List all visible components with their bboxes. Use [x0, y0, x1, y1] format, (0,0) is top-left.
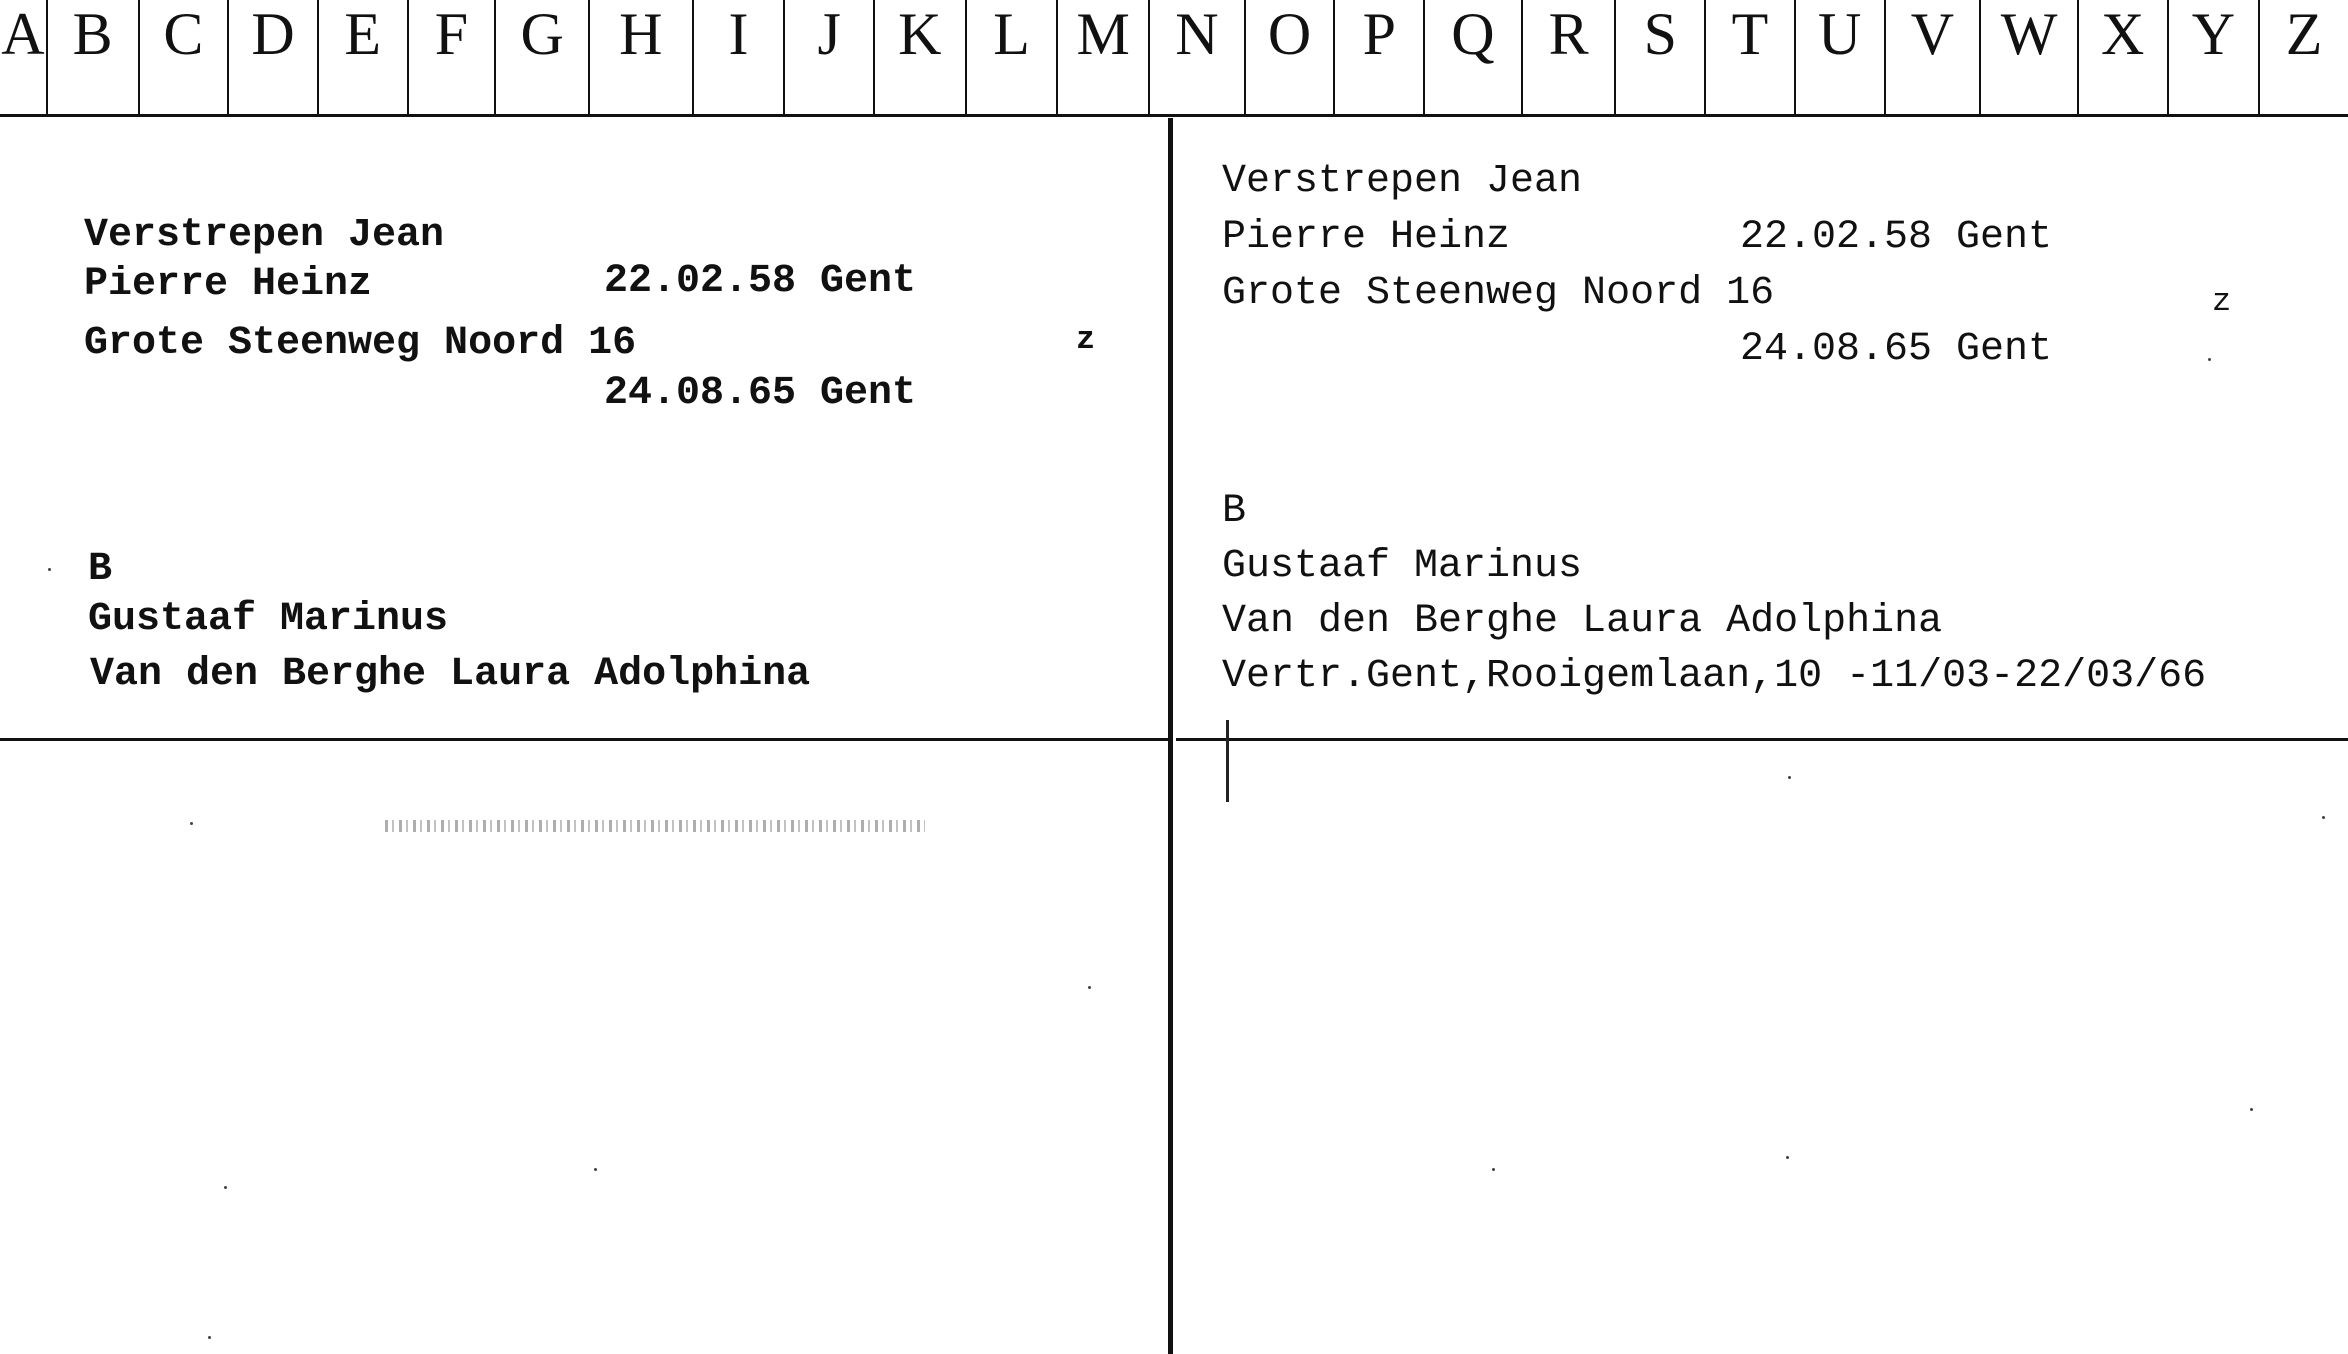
- speck: [190, 822, 193, 825]
- letter-tab-l: L: [967, 0, 1059, 114]
- right-code: B: [1222, 489, 1247, 534]
- letter-tab-t: T: [1706, 0, 1796, 114]
- right-marker: z: [2212, 283, 2232, 320]
- letter-tab-q: Q: [1425, 0, 1523, 114]
- letter-tab-f: F: [409, 0, 497, 114]
- speck: [48, 568, 51, 571]
- speck: [2250, 1108, 2253, 1111]
- right-given-names: Pierre Heinz: [1222, 215, 1511, 260]
- faded-text-smudge: [385, 820, 925, 832]
- letter-tab-v: V: [1886, 0, 1982, 114]
- letter-tab-i: I: [694, 0, 786, 114]
- speck: [1492, 1168, 1495, 1171]
- speck: [224, 1186, 227, 1189]
- letter-tab-j: J: [785, 0, 875, 114]
- right-registered: 24.08.65 Gent: [1740, 327, 2053, 372]
- left-given-names: Pierre Heinz: [84, 262, 373, 307]
- speck: [1788, 776, 1791, 779]
- letter-tab-x: X: [2079, 0, 2169, 114]
- letter-tab-g: G: [496, 0, 590, 114]
- speck: [2322, 816, 2325, 819]
- alphabet-index-bar: [0, 0, 2348, 117]
- left-card-bottom-rule: [0, 738, 1168, 741]
- left-marker: z: [1076, 321, 1096, 358]
- left-birth: 22.02.58 Gent: [604, 259, 917, 304]
- letter-tab-h: H: [590, 0, 694, 114]
- right-address: Grote Steenweg Noord 16: [1222, 271, 1775, 316]
- left-registered: 24.08.65 Gent: [604, 371, 917, 416]
- letter-tab-k: K: [875, 0, 967, 114]
- left-code: B: [88, 547, 113, 592]
- right-card-bottom-rule: [1176, 738, 2348, 741]
- letter-tab-e: E: [319, 0, 409, 114]
- letter-tab-a: A: [0, 0, 48, 114]
- letter-tab-b: B: [48, 0, 140, 114]
- left-name: Verstrepen Jean: [84, 213, 445, 258]
- letter-tab-n: N: [1150, 0, 1246, 114]
- left-address: Grote Steenweg Noord 16: [84, 321, 637, 366]
- speck: [1088, 986, 1091, 989]
- letter-tab-d: D: [229, 0, 319, 114]
- letter-tab-r: R: [1523, 0, 1617, 114]
- speck: [1786, 1156, 1789, 1159]
- right-note: Vertr.Gent,Rooigemlaan,10 -11/03-22/03/66: [1222, 654, 2207, 699]
- speck: [2208, 358, 2211, 361]
- letter-tab-o: O: [1246, 0, 1336, 114]
- right-birth: 22.02.58 Gent: [1740, 215, 2053, 260]
- letter-tab-u: U: [1796, 0, 1886, 114]
- speck: [594, 1168, 597, 1171]
- left-father: Gustaaf Marinus: [88, 597, 449, 642]
- right-mother: Van den Berghe Laura Adolphina: [1222, 599, 1943, 644]
- left-mother: Van den Berghe Laura Adolphina: [90, 652, 811, 697]
- letter-tab-y: Y: [2169, 0, 2261, 114]
- right-name: Verstrepen Jean: [1222, 159, 1583, 204]
- letter-tab-w: W: [1981, 0, 2079, 114]
- letter-tab-p: P: [1335, 0, 1425, 114]
- right-father: Gustaaf Marinus: [1222, 544, 1583, 589]
- vertical-divider: [1168, 118, 1173, 1354]
- letter-tab-s: S: [1616, 0, 1706, 114]
- speck: [208, 1336, 211, 1339]
- pen-mark: [1226, 720, 1229, 802]
- letter-tab-m: M: [1058, 0, 1150, 114]
- letter-tab-z: Z: [2285, 1, 2323, 67]
- letter-tab-c: C: [140, 0, 230, 114]
